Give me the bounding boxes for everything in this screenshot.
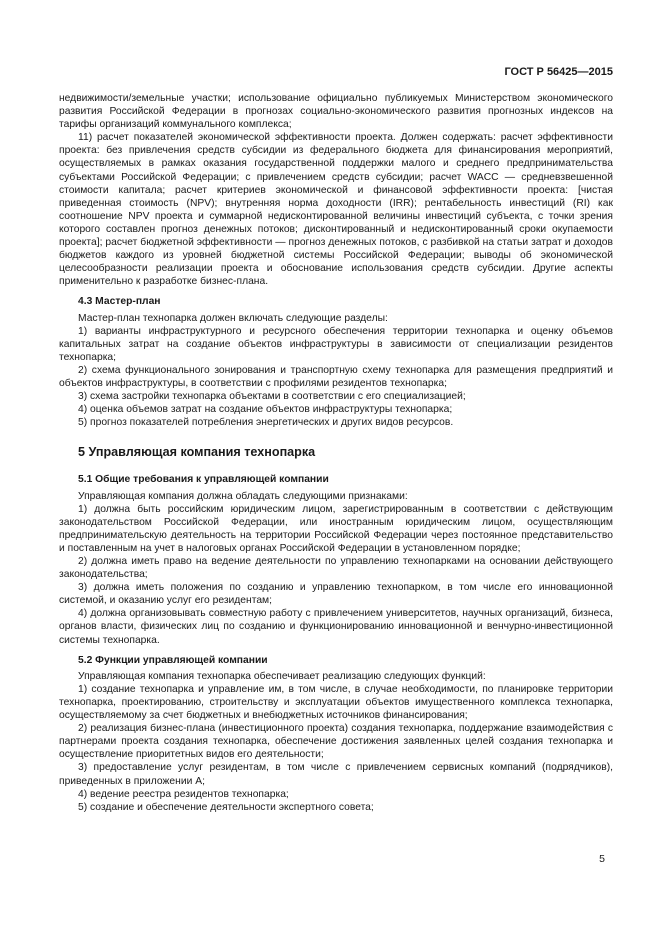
list-item: 4) должна организовывать совместную работу с привлечением университетов, научных организаций, бизнеса, органов власти, физических лиц по созданию и функционированию инновационной и венчурно-инвестиционной системы технопарка. — [59, 608, 613, 646]
paragraph: недвижимости/земельные участки; использование официально публикуемых Министерством экономического развития Российской Федерации в прогнозах социально-экономического развития прогнозных индексов на тарифы организаций коммунального комплекса; — [59, 93, 613, 131]
page-body — [59, 92, 613, 814]
section-heading: 5.1 Общие требования к управляющей компании — [78, 474, 329, 486]
list-item: 2) реализация бизнес-плана (инвестиционного проекта) создания технопарка, поддержание взаимодействия с партнерами проекта создания технопарка, обеспечение достижения заявленных целей создания технопарка и осуществление приоритетных видов его деятельности; — [59, 723, 613, 761]
section-heading: 5.2 Функции управляющей компании — [78, 654, 268, 666]
list-item: 11) расчет показателей экономической эффективности проекта. Должен содержать: расчет эффективности проекта: без привлечения средств субсидии из федерального бюджета для финансирования мероприятий, осуществляемых в рамках оказания государственной поддержки малого и среднего предпринимательства субъектами Российской Федерации; с привлечением средств субсидии; расчет WACC — средневзвешенной стоимости капитала; расчет критериев экономической и финансовой эффективности проекта: [чистая приведенная стоимость (NPV); внутренняя норма доходности (IRR); рентабельность инвестиций (RI) как соотношение NPV проекта и суммарной недисконтированной величины инвестиций субъекта, с точки зрения которого составлен прогноз денежных потоков; дисконтированный и недисконтированный сроки окупаемости проекта]; расчет бюджетной эффективности — прогноз денежных потоков, с разбивкой на статьи затрат и доходов бюджетов каждого из уровней бюджетной системы Российской Федерации; выводы об экономической целесообразности реализации проекта и обоснование использования средств субсидии. Другие аспекты применительно к разработке бизнес-плана. — [59, 132, 613, 288]
list-item: 3) предоставление услуг резидентам, в том числе с привлечением сервисных компаний (подрядчиков), приведенных в приложении А; — [59, 762, 613, 787]
page-number: 5 — [599, 853, 605, 865]
list-item: 3) схема застройки технопарка объектами в соответствии с его специализацией; — [78, 391, 466, 403]
document-id: ГОСТ Р 56425—2015 — [504, 66, 613, 78]
list-item: 1) создание технопарка и управление им, в том числе, в случае необходимости, по планировке территории технопарка, проектированию, строительству и эксплуатации объектов имущественного комплекса технопарка, осуществляемому за счет бюджетных и внебюджетных источников финансирования; — [59, 683, 613, 722]
list-item: 4) оценка объемов затрат на создание объектов инфраструктуры технопарка; — [78, 404, 453, 416]
paragraph: Мастер-план технопарка должен включать следующие разделы: — [78, 312, 388, 324]
list-item: 3) должна иметь положения по созданию и управлению технопарком, в том числе его инновационной системой, и оказанию услуг его резидентам; — [59, 582, 613, 607]
paragraph: Управляющая компания технопарка обеспечивает реализацию следующих функций: — [78, 670, 486, 682]
paragraph: Управляющая компания должна обладать следующими признаками: — [78, 490, 408, 502]
section-heading: 4.3 Мастер-план — [78, 296, 161, 308]
list-item: 2) схема функционального зонирования и транспортную схему технопарка для размещения предприятий и объектов инфраструктуры, в соответствии с профилями резидентов технопарка; — [59, 364, 613, 389]
list-item: 1) должна быть российским юридическим лицом, зарегистрированным в соответствии с действующим законодательством Российской Федерации, или иностранным юридическим лицом, осуществляющим предпринимательскую деятельность на территории Российской Федерации через постоянное представительство и поставленным на учет в налоговых органах Российской Федерации в установленном порядке; — [59, 503, 613, 554]
list-item: 5) создание и обеспечение деятельности экспертного совета; — [78, 801, 374, 813]
list-item: 1) варианты инфраструктурного и ресурсного обеспечения территории технопарка и оценку объемов капитальных затрат на создание объектов инфраструктуры в зависимости от специализации резидентов технопарка; — [59, 325, 613, 363]
list-item: 2) должна иметь право на ведение деятельности по управлению технопарками на основании действующего законодательства; — [59, 556, 613, 581]
list-item: 5) прогноз показателей потребления энергетических и других видов ресурсов. — [78, 417, 454, 429]
chapter-heading: 5 Управляющая компания технопарка — [78, 445, 316, 460]
list-item: 4) ведение реестра резидентов технопарка; — [78, 788, 289, 800]
